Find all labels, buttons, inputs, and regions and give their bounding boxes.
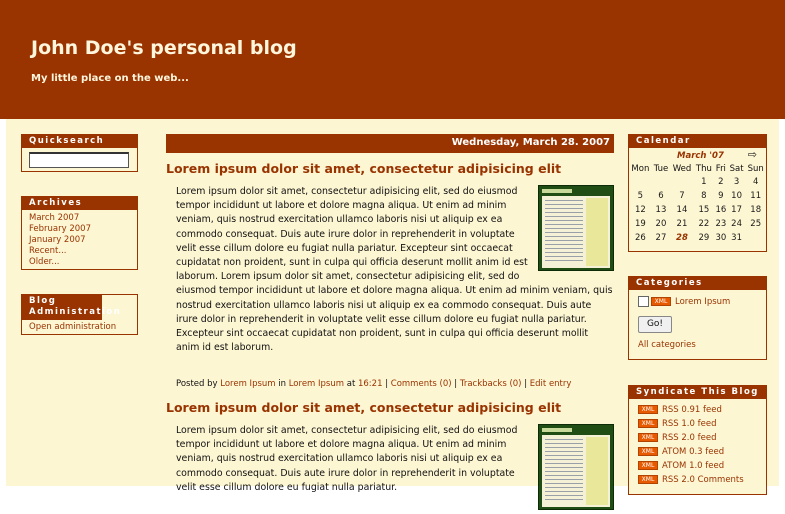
entry-footer-1: Posted by Lorem Ipsum in Lorem Ipsum at 16:21 | Comments (0) | Trackbacks (0) | Edit entry xyxy=(176,379,572,389)
calendar-weekday: Tue xyxy=(653,164,669,174)
xml-feed-icon[interactable]: XML xyxy=(638,405,658,414)
quicksearch-input[interactable] xyxy=(29,152,129,168)
calendar-day: 29 xyxy=(698,233,710,243)
syndicate-feed-link[interactable]: RSS 2.0 feed xyxy=(662,433,717,443)
calendar-day: 1 xyxy=(701,177,707,187)
entry-text-2: Lorem ipsum dolor sit amet, consectetur adipisicing elit, sed do eiusmod tempor incididunt ut labore et dolore magna aliqua. Ut enim ad minim veniam, quis nostrud exercitation ullamco laboris nisi ut aliquip ex ea commodo consequat. Duis aute irure dolor in reprehenderit in voluptate velit esse cillum dolore eu fugiat nulla pariatur. xyxy=(176,425,518,493)
calendar-weekday: Thu xyxy=(695,164,712,174)
syndicate-feed-item xyxy=(638,459,757,473)
admin-body xyxy=(22,320,137,335)
syndicate-feed-link[interactable]: RSS 1.0 feed xyxy=(662,419,717,429)
archive-link-older[interactable]: Older... xyxy=(29,257,60,267)
calendar-day: 18 xyxy=(750,205,762,215)
calendar-weekday: Mon xyxy=(631,164,650,174)
open-administration-link[interactable]: Open administration xyxy=(29,322,117,332)
calendar-nav xyxy=(629,148,766,163)
calendar-week xyxy=(629,175,766,189)
category-link-lorem-ipsum[interactable]: Lorem Ipsum xyxy=(675,297,731,307)
calendar-weekday: Sat xyxy=(729,164,744,174)
calendar-day: 7 xyxy=(679,191,685,201)
calendar-day: 21 xyxy=(676,219,688,229)
entry-body-2 xyxy=(176,424,614,514)
calendar-day: 25 xyxy=(750,219,762,229)
quicksearch-body xyxy=(22,148,137,170)
calendar-day: 30 xyxy=(715,233,727,243)
admin-title: Blog Administration xyxy=(22,295,102,320)
archive-link-january-2007[interactable]: January 2007 xyxy=(29,235,86,245)
calendar-day: 26 xyxy=(634,233,646,243)
xml-feed-icon[interactable]: XML xyxy=(638,447,658,456)
calendar-day: 22 xyxy=(698,219,710,229)
entry-thumbnail-image xyxy=(538,185,614,271)
entry-text-1: Lorem ipsum dolor sit amet, consectetur adipisicing elit, sed do eiusmod tempor incididunt ut labore et dolore magna aliqua. Ut enim ad minim veniam, quis nostrud exercitation ullamco laboris nisi ut aliquip ex ea commodo consequat. Duis aute irure dolor in reprehenderit in voluptate velit esse cillum dolore eu fugiat nulla pariatur. Excepteur sint occaecat cupidatat non proident, sunt in culpa qui officia deserunt mollit anim id est laborum. Lorem ipsum dolor sit amet, consectetur adipisicing elit, sed do eiusmod tempor incididunt ut labore et dolore magna aliqua. Ut enim ad minim veniam, quis nostrud exercitation ullamco laboris nisi ut aliquip ex ea commodo consequat. Duis aute irure dolor in reprehenderit in voluptate velit esse cillum dolore eu fugiat nulla pariatur. Excepteur sint occaecat cupidatat non proident, sunt in culpa qui officia deserunt mollit anim id est laborum. xyxy=(176,186,613,354)
blog-title[interactable]: John Doe's personal blog xyxy=(31,37,297,59)
xml-feed-icon[interactable]: XML xyxy=(638,475,658,484)
syndicate-list xyxy=(629,399,766,489)
category-row xyxy=(638,296,757,309)
quicksearch-title: Quicksearch xyxy=(22,135,137,148)
calendar-day: 16 xyxy=(715,205,727,215)
entry-body-1 xyxy=(176,185,614,355)
calendar-weekday: Sun xyxy=(747,164,764,174)
calendar-weekday: Wed xyxy=(672,164,692,174)
next-month-arrow-icon[interactable]: ⇨ xyxy=(747,148,757,161)
calendar-weekdays xyxy=(629,163,766,175)
syndicate-feed-item xyxy=(638,417,757,431)
syndicate-feed-item xyxy=(638,403,757,417)
archive-link-february-2007[interactable]: February 2007 xyxy=(29,224,91,234)
calendar-day: 13 xyxy=(655,205,667,215)
posted-by-label: Posted by xyxy=(176,379,218,389)
admin-box xyxy=(21,294,138,335)
categories-body xyxy=(629,290,766,353)
calendar-day: 19 xyxy=(634,219,646,229)
calendar-day: 31 xyxy=(731,233,742,243)
go-button[interactable]: Go! xyxy=(638,316,672,333)
archives-list xyxy=(22,210,137,270)
calendar-day xyxy=(745,231,766,245)
archive-link-recent[interactable]: Recent... xyxy=(29,246,67,256)
calendar-week xyxy=(629,231,766,245)
entry-title-2[interactable]: Lorem ipsum dolor sit amet, consectetur adipisicing elit xyxy=(166,400,562,415)
calendar-day: 20 xyxy=(655,219,667,229)
calendar-month: March '07 xyxy=(677,151,724,161)
calendar-day xyxy=(652,175,670,189)
at-label: at xyxy=(346,379,356,389)
calendar-week xyxy=(629,189,766,203)
syndicate-feed-link[interactable]: ATOM 1.0 feed xyxy=(662,461,725,471)
calendar-day: 11 xyxy=(750,191,762,201)
author-link[interactable]: Lorem Ipsum xyxy=(220,379,276,389)
calendar-day xyxy=(670,175,694,189)
calendar-day: 4 xyxy=(753,177,759,187)
syndicate-feed-item xyxy=(638,445,757,459)
calendar-day: 6 xyxy=(658,191,664,201)
calendar-day: 2 xyxy=(718,177,724,187)
calendar-day[interactable]: 28 xyxy=(676,233,688,243)
calendar-days xyxy=(629,175,766,245)
calendar-day: 27 xyxy=(655,233,667,243)
quicksearch-box xyxy=(21,134,138,172)
calendar-grid xyxy=(629,163,766,245)
blog-header xyxy=(0,0,785,119)
permalink-time[interactable]: 16:21 xyxy=(357,379,383,389)
blog-description: My little place on the web... xyxy=(31,73,189,84)
categories-box xyxy=(628,276,767,360)
category-link[interactable]: Lorem Ipsum xyxy=(288,379,345,389)
calendar-day: 23 xyxy=(715,219,727,229)
calendar-day: 24 xyxy=(731,219,742,229)
archives-box xyxy=(21,196,138,270)
syndicate-feed-item xyxy=(638,473,757,487)
syndicate-feed-item xyxy=(638,431,757,445)
entry-thumbnail-image xyxy=(538,424,614,510)
xml-feed-icon[interactable]: XML xyxy=(638,461,658,470)
calendar-day: 3 xyxy=(733,177,740,187)
syndicate-feed-link[interactable]: ATOM 0.3 feed xyxy=(662,447,725,457)
calendar-day xyxy=(629,175,652,189)
calendar-title: Calendar xyxy=(629,135,766,148)
calendar-week xyxy=(629,217,766,231)
xml-feed-icon[interactable]: XML xyxy=(651,297,671,306)
entry-title-1[interactable]: Lorem ipsum dolor sit amet, consectetur adipisicing elit xyxy=(166,161,562,176)
archive-link-march-2007[interactable]: March 2007 xyxy=(29,213,80,223)
calendar-week xyxy=(629,203,766,217)
archives-title: Archives xyxy=(22,197,137,210)
calendar-weekday: Fri xyxy=(715,164,726,174)
calendar-day: 5 xyxy=(637,191,644,201)
go-row xyxy=(638,316,757,333)
calendar-day: 9 xyxy=(718,191,724,201)
calendar-box xyxy=(628,134,767,252)
xml-feed-icon[interactable]: XML xyxy=(638,433,658,442)
syndicate-feed-link[interactable]: RSS 2.0 Comments xyxy=(662,475,744,485)
syndicate-box xyxy=(628,385,767,495)
calendar-day: 12 xyxy=(634,205,646,215)
syndicate-feed-link[interactable]: RSS 0.91 feed xyxy=(662,405,722,415)
in-label: in xyxy=(278,379,287,389)
syndicate-title: Syndicate This Blog xyxy=(629,386,766,399)
all-categories-link[interactable]: All categories xyxy=(638,340,696,350)
comments-link[interactable]: Comments (0) xyxy=(390,379,452,389)
categories-title: Categories xyxy=(629,277,766,290)
calendar-day: 17 xyxy=(731,205,742,215)
calendar-day: 8 xyxy=(701,191,707,201)
edit-entry-link[interactable]: Edit entry xyxy=(529,379,572,389)
calendar-day: 15 xyxy=(698,205,710,215)
date-header: Wednesday, March 28. 2007 xyxy=(166,134,614,153)
category-checkbox[interactable] xyxy=(638,296,649,307)
calendar-day: 14 xyxy=(676,205,688,215)
calendar-day: 10 xyxy=(731,191,742,201)
page-body xyxy=(6,119,779,493)
trackbacks-link[interactable]: Trackbacks (0) xyxy=(459,379,522,389)
xml-feed-icon[interactable]: XML xyxy=(638,419,658,428)
